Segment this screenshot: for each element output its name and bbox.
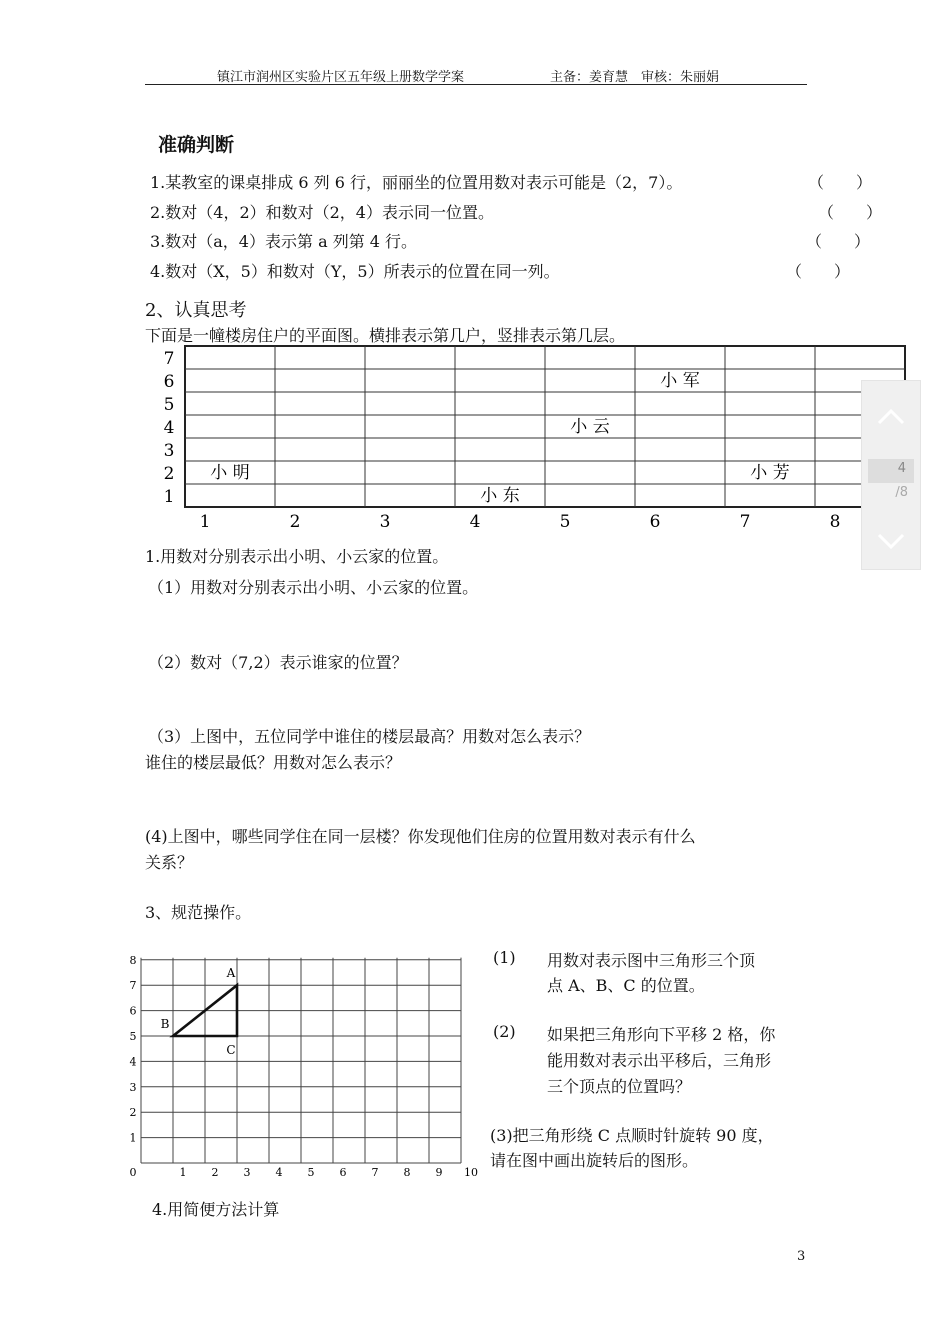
judge-answer-2[interactable]: （ ） (818, 203, 883, 222)
judge-item-2: 2.数对（4，2）和数对（2，4）表示同一位置。 (150, 203, 494, 222)
section2-question-3a: （3）上图中，五位同学中谁住的楼层最高？用数对怎么表示？ (148, 727, 591, 746)
section3-q2-line3: 三个顶点的位置吗？ (547, 1077, 692, 1096)
page-header (145, 66, 807, 85)
section3-q1-number: (1) (493, 948, 516, 967)
judge-item-4: 4.数对（X，5）和数对（Y，5）所表示的位置在同一列。 (150, 262, 560, 281)
section3-q2-line2: 能用数对表示出平移后，三角形 (547, 1051, 772, 1070)
chevron-up-icon[interactable] (862, 385, 920, 445)
unit-label: 3 (379, 512, 391, 532)
coord-x-label: 2 (211, 1166, 219, 1179)
coord-x-label: 10 (464, 1166, 478, 1179)
floor-label: 3 (163, 441, 175, 461)
coord-x-label: 3 (243, 1166, 251, 1179)
resident-5-4: 小 云 (570, 417, 610, 437)
floor-label: 6 (163, 372, 175, 392)
building-grid (160, 344, 920, 544)
coord-y-label: 6 (129, 1004, 137, 1018)
section3-q1-line1: 用数对表示图中三角形三个顶 (547, 951, 756, 970)
floor-label: 4 (163, 418, 175, 438)
section3-title: 3、规范操作。 (145, 903, 252, 922)
coord-y-label: 8 (129, 953, 137, 967)
unit-label: 4 (469, 512, 481, 532)
section2-intro: 下面是一幢楼房住户的平面图。横排表示第几户，竖排表示第几层。 (145, 326, 626, 345)
total-pages: /8 (895, 485, 908, 500)
unit-label: 6 (649, 512, 661, 532)
coord-x-label: 4 (275, 1166, 283, 1179)
current-page-box[interactable] (868, 459, 914, 483)
section3-q3-line1: (3)把三角形绕 C 点顺时针旋转 90 度， (490, 1126, 774, 1145)
judge-item-1: 1.某教室的课桌排成 6 列 6 行，丽丽坐的位置用数对表示可能是（2，7）。 (150, 173, 683, 192)
coord-y-label: 7 (129, 979, 137, 993)
page-navigator (861, 380, 921, 570)
coord-x-label: 5 (307, 1166, 315, 1179)
coord-x-label: 1 (179, 1166, 187, 1179)
coordinate-grid-svg (124, 936, 478, 1179)
section2-question-1: （1）用数对分别表示出小明、小云家的位置。 (148, 578, 479, 597)
section3-q2-number: (2) (493, 1022, 516, 1041)
unit-label: 7 (739, 512, 751, 532)
vertex-label-a: A (226, 966, 236, 981)
header-school: 镇江市润州区实验片区五年级上册数学学案 (217, 70, 465, 85)
section1-title: 准确判断 (158, 134, 235, 156)
section3-q3-line2: 请在图中画出旋转后的图形。 (490, 1151, 699, 1170)
section2-question-main: 1.用数对分别表示出小明、小云家的位置。 (145, 547, 449, 566)
unit-label: 5 (559, 512, 571, 532)
floor-label: 1 (163, 487, 175, 507)
coord-y-label: 4 (129, 1055, 137, 1069)
section2-title: 2、认真思考 (145, 300, 247, 321)
coord-x-label: 0 (129, 1166, 137, 1179)
vertex-label-c: C (226, 1043, 236, 1057)
section2-question-2: （2）数对（7,2）表示谁家的位置？ (148, 653, 408, 672)
floor-label: 2 (163, 464, 175, 484)
building-floor-plan (160, 344, 920, 548)
coordinate-grid (124, 936, 478, 1182)
current-page: 4 (897, 461, 906, 476)
page-number: 3 (797, 1249, 806, 1264)
coord-y-label: 2 (129, 1106, 137, 1120)
coord-y-label: 1 (129, 1131, 137, 1145)
section3-q2-line1: 如果把三角形向下平移 2 格，你 (547, 1025, 776, 1044)
judge-item-3: 3.数对（a，4）表示第 a 列第 4 行。 (150, 232, 418, 251)
coord-x-label: 7 (371, 1166, 379, 1179)
resident-1-2: 小 明 (210, 463, 250, 483)
section2-question-4b: 关系？ (145, 853, 194, 872)
judge-answer-4[interactable]: （ ） (786, 262, 851, 281)
section2-question-4a: (4)上图中，哪些同学住在同一层楼？你发现他们住房的位置用数对表示有什么 (145, 827, 696, 846)
unit-label: 8 (829, 512, 841, 532)
judge-answer-3[interactable]: （ ） (806, 232, 871, 251)
floor-label: 5 (163, 395, 175, 415)
coord-y-label: 3 (129, 1080, 137, 1094)
vertex-label-b: B (160, 1017, 170, 1031)
chevron-down-icon[interactable] (862, 513, 920, 573)
coord-x-label: 9 (435, 1166, 443, 1179)
coord-y-label: 5 (129, 1030, 137, 1043)
section3-q1-line2: 点 A、B、C 的位置。 (547, 976, 705, 995)
coord-x-label: 8 (403, 1166, 411, 1179)
section2-question-3b: 谁住的楼层最低？用数对怎么表示？ (145, 753, 402, 772)
resident-6-6: 小 军 (660, 371, 700, 391)
coord-x-label: 6 (339, 1166, 347, 1179)
resident-7-2: 小 芳 (750, 463, 790, 483)
section4-title: 4.用简便方法计算 (152, 1200, 280, 1219)
resident-4-1: 小 东 (480, 486, 520, 506)
judge-answer-1[interactable]: （ ） (808, 173, 873, 192)
floor-label: 7 (163, 349, 175, 369)
unit-label: 2 (289, 512, 301, 532)
header-authors: 主备：姜育慧 审核：朱丽娟 (550, 70, 720, 85)
unit-label: 1 (199, 512, 211, 532)
